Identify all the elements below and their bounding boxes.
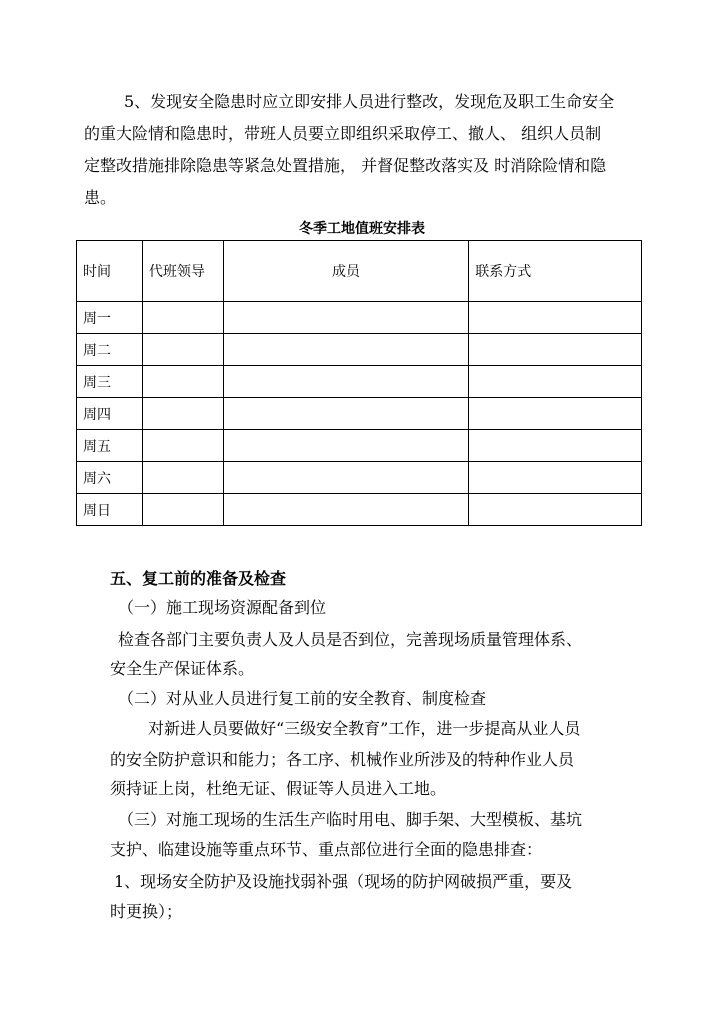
day-cell: 周六 xyxy=(77,462,143,494)
header-members: 成员 xyxy=(223,241,469,302)
section-line-5: 对新进人员要做好“三级安全教育”工作，进一步提高从业人员 xyxy=(148,719,581,738)
contact-cell xyxy=(469,302,642,334)
leader-cell xyxy=(142,398,223,430)
section-line-4: （二）对从业人员进行复工前的安全教育、制度检查 xyxy=(118,689,487,708)
day-cell: 周五 xyxy=(77,430,143,462)
members-cell xyxy=(223,366,469,398)
members-cell xyxy=(223,334,469,366)
leader-cell xyxy=(142,334,223,366)
section-line-2: 检查各部门主要负责人及人员是否到位，完善现场质量管理体系、 xyxy=(118,630,583,649)
members-cell xyxy=(223,302,469,334)
contact-cell xyxy=(469,494,642,526)
table-title: 冬季工地值班安排表 xyxy=(299,221,425,237)
section-line-6: 的安全防护意识和能力；各工序、机械作业所涉及的特种作业人员 xyxy=(110,750,575,769)
contact-cell xyxy=(469,462,642,494)
contact-cell xyxy=(469,430,642,462)
members-cell xyxy=(223,494,469,526)
contact-cell xyxy=(469,334,642,366)
contact-cell xyxy=(469,398,642,430)
section-line-1: （一）施工现场资源配备到位 xyxy=(118,598,327,617)
table-row xyxy=(77,302,642,334)
table-row xyxy=(77,334,642,366)
section-line-10: 1、现场安全防护及设施找弱补强（现场的防护网破损严重，要及 xyxy=(114,872,573,891)
day-cell: 周三 xyxy=(77,366,143,398)
contact-cell xyxy=(469,366,642,398)
leader-cell xyxy=(142,430,223,462)
table-row xyxy=(77,366,642,398)
day-cell: 周一 xyxy=(77,302,143,334)
header-time: 时间 xyxy=(77,241,143,302)
day-cell: 周日 xyxy=(77,494,143,526)
intro-line-4: 患。 xyxy=(84,188,117,207)
leader-cell xyxy=(142,462,223,494)
table-header-row xyxy=(77,241,642,302)
table-row xyxy=(77,494,642,526)
intro-line-2: 的重大险情和隐患时，带班人员要立即组织采取停工、撤人、 组织人员制 xyxy=(84,124,602,143)
leader-cell xyxy=(142,366,223,398)
members-cell xyxy=(223,462,469,494)
day-cell: 周四 xyxy=(77,398,143,430)
section-line-3: 安全生产保证体系。 xyxy=(110,659,255,678)
leader-cell xyxy=(142,494,223,526)
table-row xyxy=(77,430,642,462)
section-line-7: 须持证上岗，杜绝无证、假证等人员进入工地。 xyxy=(110,779,447,798)
intro-line-1: 5、发现安全隐患时应立即安排人员进行整改，发现危及职工生命安全 xyxy=(124,92,615,111)
table-row xyxy=(77,462,642,494)
header-contact: 联系方式 xyxy=(469,241,642,302)
leader-cell xyxy=(142,302,223,334)
section-line-8: （三）对施工现场的生活生产临时用电、脚手架、大型模板、基坑 xyxy=(118,810,583,829)
header-leader: 代班领导 xyxy=(142,241,223,302)
members-cell xyxy=(223,430,469,462)
section-heading: 五、复工前的准备及检查 xyxy=(110,569,287,588)
table-row xyxy=(77,398,642,430)
duty-schedule-table xyxy=(76,240,642,526)
section-line-9: 支护、临建设施等重点环节、重点部位进行全面的隐患排查： xyxy=(110,840,543,859)
intro-line-3: 定整改措施排除隐患等紧急处置措施， 并督促整改落实及 时消除险情和隐 xyxy=(84,156,607,175)
members-cell xyxy=(223,398,469,430)
section-line-11: 时更换）； xyxy=(110,902,183,921)
day-cell: 周二 xyxy=(77,334,143,366)
